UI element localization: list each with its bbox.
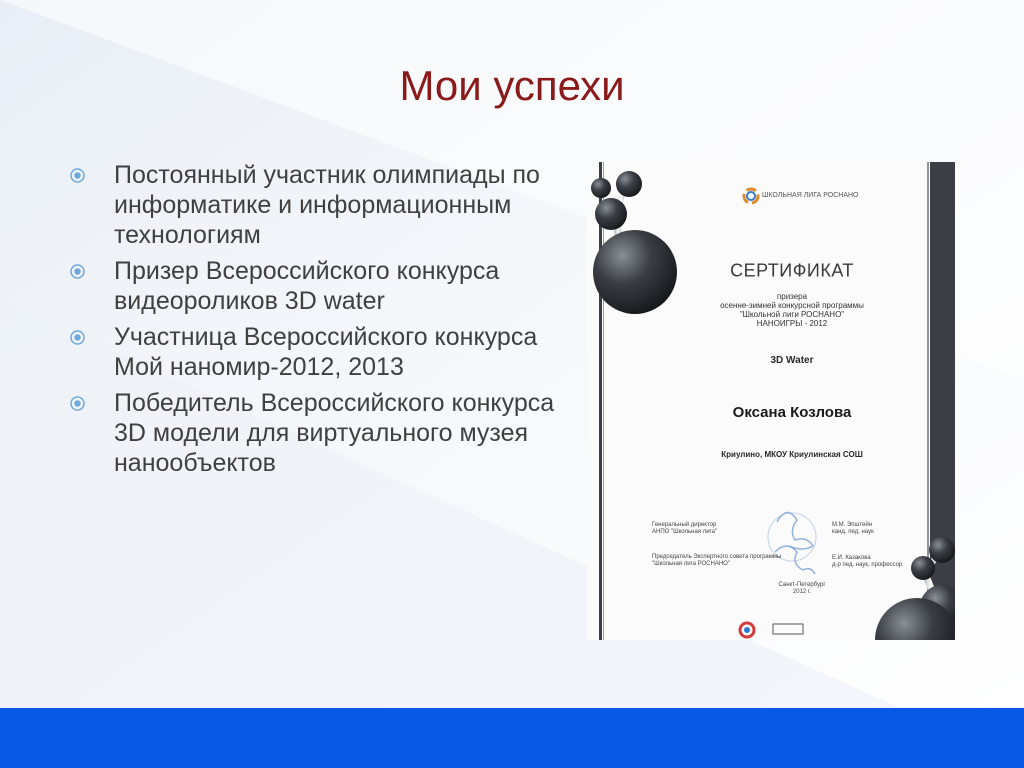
certificate-recipient: Оксана Козлова — [732, 404, 852, 421]
certificate-subtitle-line: НАНОИГРЫ - 2012 — [756, 319, 828, 328]
list-item-text: Победитель Всероссийского конкурса 3D модели для виртуального музея нанообъектов — [114, 389, 555, 477]
certificate-subtitle-line: призера — [776, 292, 808, 301]
list-item — [70, 160, 565, 250]
certificate-subtitle-line: осенне-зимней конкурсной программы — [720, 301, 864, 310]
signer2-role-line: Председатель Экспертного совета программы — [652, 554, 782, 560]
signer1-role-line: АНПО "Школьная лига" — [652, 529, 718, 535]
list-item-text: Участница Всероссийского конкурса Мой наномир-2012, 2013 — [114, 323, 538, 381]
certificate-logo-text: ШКОЛЬНАЯ ЛИГА РОСНАНО — [762, 192, 859, 199]
bullet-circle-icon — [70, 168, 85, 183]
slide-title: Мои успехи — [399, 62, 625, 109]
list-item — [70, 388, 565, 478]
list-item — [70, 322, 565, 382]
signer1-name-line: канд. пед. наук — [832, 529, 874, 535]
certificate-heading: СЕРТИФИКАТ — [730, 259, 854, 281]
date-line: 2012 г. — [792, 589, 812, 595]
signer1-role — [652, 522, 717, 536]
signer1-name — [832, 522, 874, 536]
certificate-subtitle-line: "Школьной лиги РОСНАНО" — [739, 310, 845, 319]
certificate-city-date — [762, 582, 842, 596]
bullet-circle-icon — [70, 264, 85, 279]
signer1-name-line: М.М. Эпштейн — [832, 522, 873, 528]
bullet-circle-icon — [70, 396, 85, 411]
list-item-text: Призер Всероссийского конкурса видеороликов 3D water — [114, 257, 500, 315]
bullet-list — [70, 160, 565, 484]
signer2-role-line: "Школьная лига РОСНАНО" — [652, 561, 730, 567]
bullet-circle-icon — [70, 330, 85, 345]
certificate-school: Криулино, МКОУ Криулинская СОШ — [721, 450, 863, 459]
list-item — [70, 256, 565, 316]
signer2-name-line: д-р пед. наук, профессор — [832, 562, 903, 568]
signer2-name-line: Е.И. Казакова — [832, 555, 871, 561]
certificate-subtitle — [627, 292, 955, 328]
signer1-role-line: Генеральный директор — [652, 522, 717, 528]
list-item-text: Постоянный участник олимпиады по информатике и информационным технологиям — [114, 161, 540, 249]
certificate-image — [587, 162, 955, 640]
bottom-bar — [0, 708, 1024, 768]
signer2-name — [832, 555, 902, 569]
certificate-contest: 3D Water — [770, 355, 814, 366]
signer2-role — [652, 554, 781, 568]
city-line: Санкт-Петербург — [778, 582, 826, 588]
